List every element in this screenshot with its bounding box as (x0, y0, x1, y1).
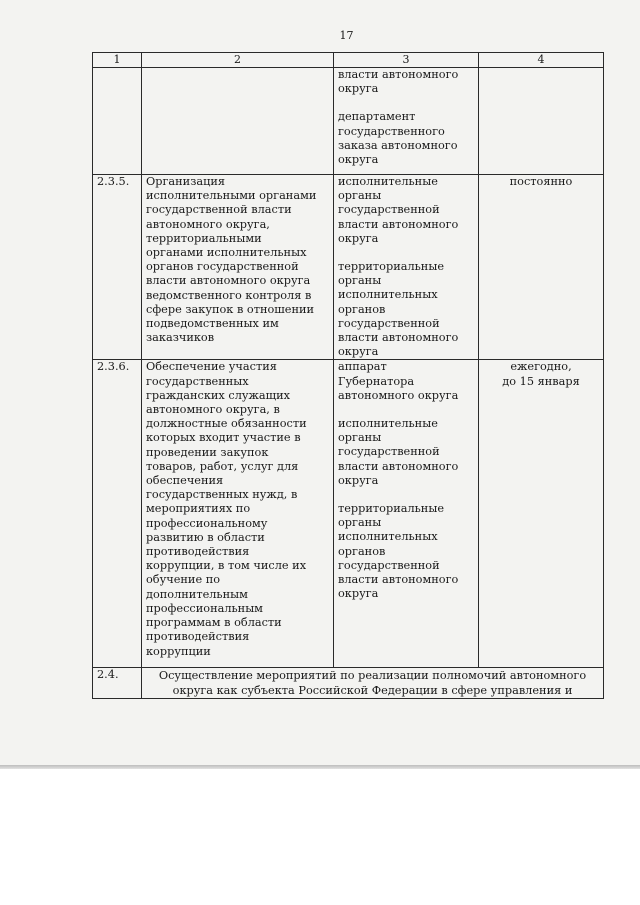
column-header: 3 (334, 53, 479, 68)
action-description (142, 68, 334, 175)
item-number: 2.3.5. (93, 175, 142, 360)
table-row (93, 360, 604, 668)
executors-cell (334, 360, 479, 668)
action-description: Обеспечение участия государственных гражданских служащих автономного округа, в должностные обязанности которых входит участие в проведении закупок товаров, работ, услуг для обеспечения государственных нужд, в мероприятиях по профессиональному развитию в области противодействия коррупции, в том числе их обучение по дополнительным профессиональным программам в области противодействия коррупции (142, 360, 334, 668)
column-header: 4 (479, 53, 604, 68)
deadline: ежегодно, до 15 января (479, 360, 604, 668)
action-description: Организация исполнительными органами государственной власти автономного округа, территориальными органами исполнительных органов государственной власти автономного округа ведомственного контроля в сфере закупок в отношении подведомственных им заказчиков (142, 175, 334, 360)
executors-cell (334, 175, 479, 360)
deadline (479, 68, 604, 175)
item-number: 2.3.6. (93, 360, 142, 668)
column-header: 2 (142, 53, 334, 68)
section-row (93, 668, 604, 699)
scan-edge (0, 765, 640, 769)
section-number: 2.4. (93, 668, 142, 699)
executor-entry: аппарат Губернатора автономного округа (338, 360, 459, 402)
table-row (93, 175, 604, 360)
executor-entry: исполнительные органы государственной власти автономного округа (338, 175, 459, 245)
section-title: Осуществление мероприятий по реализации полномочий автономного округа как субъекта Российской Федерации в сфере управления и (142, 668, 604, 699)
table-row (93, 68, 604, 175)
item-number (93, 68, 142, 175)
executor-entry: территориальные органы исполнительных органов государственной власти автономного округа (338, 260, 459, 359)
executors-cell (334, 68, 479, 175)
executor-entry: исполнительные органы государственной власти автономного округа (338, 417, 459, 487)
deadline: постоянно (479, 175, 604, 360)
executor-entry: власти автономного округа (338, 68, 459, 96)
table-header-row (93, 53, 604, 68)
table-body (93, 68, 604, 699)
executor-entry: департамент государственного заказа автономного округа (338, 110, 458, 167)
executor-entry: территориальные органы исполнительных органов государственной власти автономного округа (338, 502, 459, 601)
page-number: 17 (339, 29, 354, 42)
measures-table (92, 52, 604, 699)
column-header: 1 (93, 53, 142, 68)
